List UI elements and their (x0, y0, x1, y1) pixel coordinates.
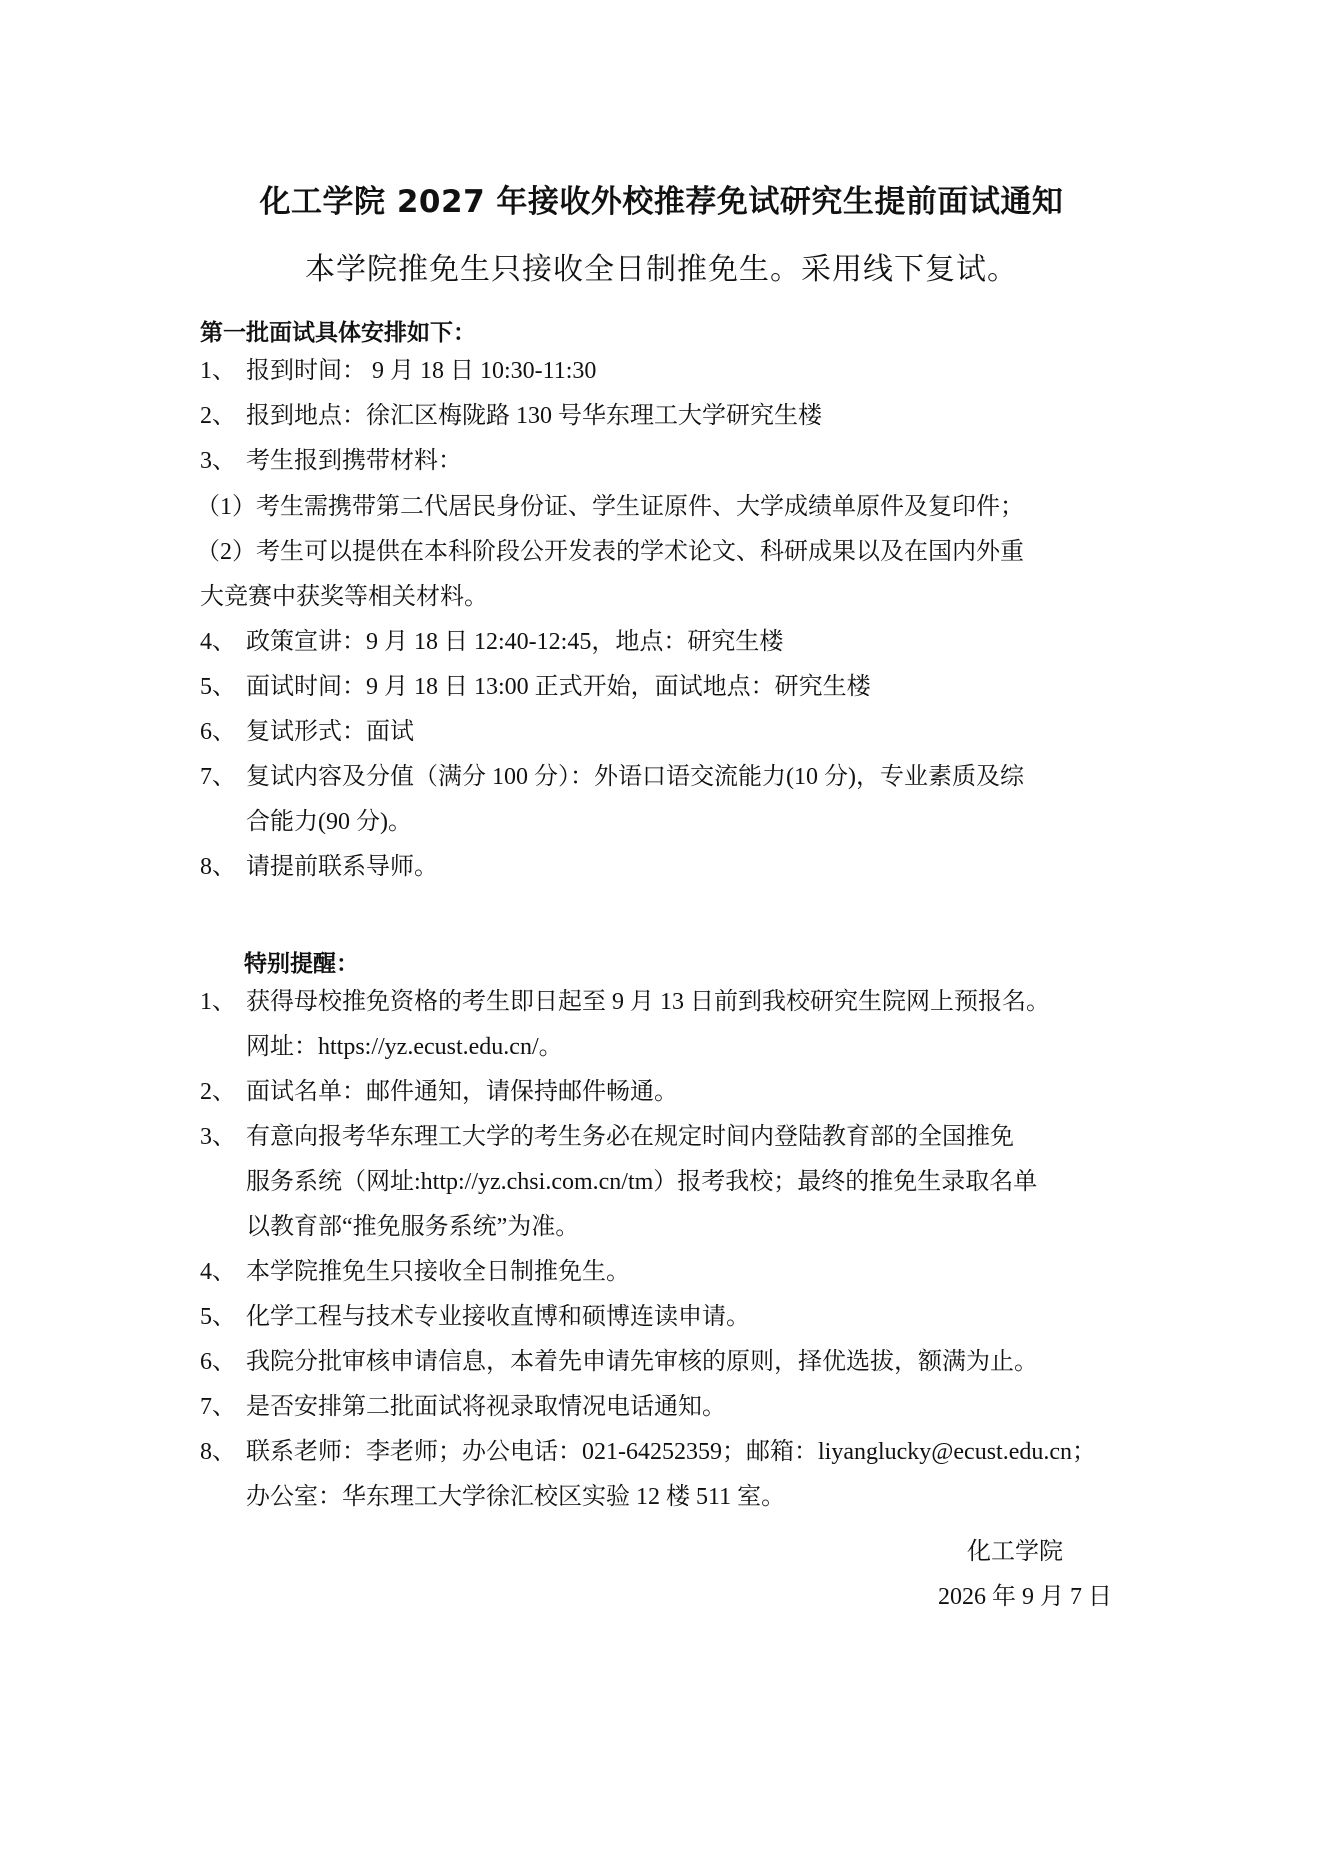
item-number: 1、 (200, 358, 236, 384)
material-line: （1）考生需携带第二代居民身份证、学生证原件、大学成绩单原件及复印件； (196, 494, 1024, 520)
reminder-heading: 特别提醒： (244, 951, 359, 977)
item-number: 7、 (200, 1394, 236, 1420)
item-number: 3、 (200, 1124, 236, 1150)
signature-org: 化工学院 (967, 1539, 1063, 1565)
item-text: 报到时间： 9 月 18 日 10:30-11:30 (246, 358, 597, 384)
first-batch-heading: 第一批面试具体安排如下： (200, 320, 476, 346)
item-number: 5、 (200, 1304, 236, 1330)
item-text: 化学工程与技术专业接收直博和硕博连读申请。 (246, 1304, 750, 1330)
item-text: 获得母校推免资格的考生即日起至 9 月 13 日前到我校研究生院网上预报名。 (246, 989, 1050, 1015)
item-number: 2、 (200, 1079, 236, 1105)
material-line: 大竞赛中获奖等相关材料。 (200, 584, 488, 610)
material-line: （2）考生可以提供在本科阶段公开发表的学术论文、科研成果以及在国内外重 (196, 539, 1024, 565)
signature-date: 2026 年 9 月 7 日 (938, 1584, 1112, 1610)
item-text: 面试名单：邮件通知，请保持邮件畅通。 (246, 1079, 678, 1105)
item-continuation: 办公室：华东理工大学徐汇校区实验 12 楼 511 室。 (246, 1484, 786, 1510)
item-text: 复试形式：面试 (246, 719, 414, 745)
item-continuation: 以教育部“推免服务系统”为准。 (246, 1214, 580, 1240)
item-text: 本学院推免生只接收全日制推免生。 (246, 1259, 630, 1285)
item-text: 复试内容及分值（满分 100 分）：外语口语交流能力(10 分)，专业素质及综 (246, 764, 1024, 790)
item-number: 5、 (200, 674, 236, 700)
item-number: 4、 (200, 1259, 236, 1285)
item-number: 1、 (200, 989, 236, 1015)
item-number: 8、 (200, 1439, 236, 1465)
item-number: 4、 (200, 629, 236, 655)
item-text: 有意向报考华东理工大学的考生务必在规定时间内登陆教育部的全国推免 (246, 1124, 1014, 1150)
document-subtitle: 本学院推免生只接收全日制推免生。采用线下复试。 (305, 253, 1018, 286)
item-number: 6、 (200, 719, 236, 745)
item-continuation: 合能力(90 分)。 (246, 809, 412, 835)
item-text: 报到地点：徐汇区梅陇路 130 号华东理工大学研究生楼 (246, 403, 822, 429)
item-text: 请提前联系导师。 (246, 854, 438, 880)
item-text: 是否安排第二批面试将视录取情况电话通知。 (246, 1394, 726, 1420)
document-title: 化工学院 2027 年接收外校推荐免试研究生提前面试通知 (259, 184, 1064, 220)
item-number: 2、 (200, 403, 236, 429)
item-number: 8、 (200, 854, 236, 880)
item-text: 我院分批审核申请信息，本着先申请先审核的原则，择优选拔，额满为止。 (246, 1349, 1038, 1375)
item-text: 面试时间：9 月 18 日 13:00 正式开始，面试地点：研究生楼 (246, 674, 871, 700)
item-text: 考生报到携带材料： (246, 448, 462, 474)
item-number: 6、 (200, 1349, 236, 1375)
item-text: 政策宣讲：9 月 18 日 12:40-12:45，地点：研究生楼 (246, 629, 784, 655)
item-number: 7、 (200, 764, 236, 790)
item-number: 3、 (200, 448, 236, 474)
item-continuation: 网址：https://yz.ecust.edu.cn/。 (246, 1034, 563, 1060)
item-text: 联系老师：李老师；办公电话：021-64252359；邮箱：liyanglucky@ecust.edu.cn； (246, 1439, 1097, 1465)
item-continuation: 服务系统（网址:http://yz.chsi.com.cn/tm）报考我校；最终的推免生录取名单 (246, 1169, 1038, 1195)
